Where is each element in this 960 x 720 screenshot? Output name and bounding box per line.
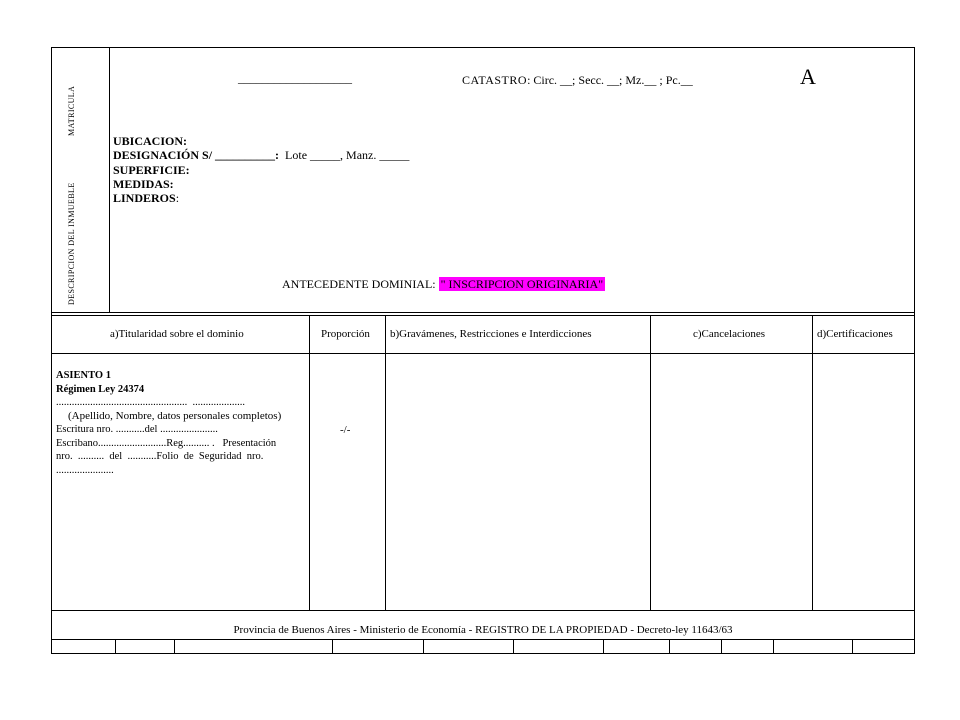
divider-col-prop <box>385 315 386 610</box>
strip-divider <box>773 640 774 654</box>
divider-col-a <box>309 315 310 610</box>
divider-footer-bottom <box>51 639 915 640</box>
strip-divider <box>513 640 514 654</box>
matricula-label: MATRICULA <box>67 85 76 136</box>
asiento-regimen: Régimen Ley 24374 <box>56 383 145 395</box>
strip-divider <box>669 640 670 654</box>
linderos-label: LINDEROS <box>113 191 176 205</box>
divider-side-label <box>109 47 110 312</box>
catastro-label: CATASTRO <box>462 73 528 87</box>
divider-header-bottom <box>51 312 915 313</box>
superficie-label: SUPERFICIE: <box>113 163 190 177</box>
asiento-title: ASIENTO 1 <box>56 370 111 381</box>
footer-text: Provincia de Buenos Aires - Ministerio de Economía - REGISTRO DE LA PROPIEDAD - Decreto-ley 11643/63 <box>233 624 733 636</box>
divider-col-b <box>650 315 651 610</box>
antecedente-label: ANTECEDENTE DOMINIAL: <box>282 277 436 291</box>
asiento-escribano: Escribano..........................Reg.......... . Presentación <box>56 437 277 449</box>
divider-col-c <box>812 315 813 610</box>
asiento-dots-line: .................................................. .................... <box>56 397 245 408</box>
strip-divider <box>852 640 853 654</box>
strip-divider <box>115 640 116 654</box>
divider-footer-top <box>51 610 915 611</box>
proporcion-value: -/- <box>340 424 351 436</box>
ubicacion-label: UBICACION: <box>113 134 188 148</box>
form-letter: A <box>800 64 816 89</box>
antecedente-line <box>282 277 605 292</box>
asiento-block <box>56 369 306 477</box>
strip-divider <box>174 640 175 654</box>
asiento-nro: nro. .......... del ...........Folio de Seguridad nro. <box>56 451 264 462</box>
designacion-label: DESIGNACIÓN S/ __________: <box>113 148 280 162</box>
col-header-certificaciones: d)Certificaciones <box>817 328 893 340</box>
asiento-dots-end: ...................... <box>56 464 114 476</box>
col-header-cancelaciones: c)Cancelaciones <box>693 328 766 340</box>
catastro-line <box>462 73 693 88</box>
asiento-personas: (Apellido, Nombre, datos personales completos) <box>68 409 282 422</box>
linderos-colon: : <box>175 191 180 205</box>
asiento-escritura: Escritura nro. ...........del ...................... <box>56 424 218 435</box>
divider-columns-bottom <box>51 353 915 354</box>
col-header-gravamenes: b)Gravámenes, Restricciones e Interdicciones <box>390 328 592 340</box>
catastro-fields: : Circ. __; Secc. __; Mz.__ ; Pc.__ <box>527 73 693 87</box>
medidas-label: MEDIDAS: <box>113 177 174 191</box>
antecedente-value: " INSCRIPCION ORIGINARIA" <box>440 277 604 291</box>
descripcion-inmueble-label: DESCRIPCION DEL INMUEBLE <box>67 182 76 305</box>
divider-columns-top <box>51 315 915 316</box>
linderos-line <box>113 191 179 206</box>
col-header-proporcion: Proporción <box>321 328 370 340</box>
designacion-line <box>113 148 409 163</box>
strip-divider <box>423 640 424 654</box>
col-header-titularidad: a)Titularidad sobre el dominio <box>110 328 244 340</box>
strip-divider <box>332 640 333 654</box>
designacion-fields: Lote _____, Manz. _____ <box>279 148 410 162</box>
header-blank-line: ___________________ <box>238 71 352 85</box>
strip-divider <box>603 640 604 654</box>
strip-divider <box>721 640 722 654</box>
